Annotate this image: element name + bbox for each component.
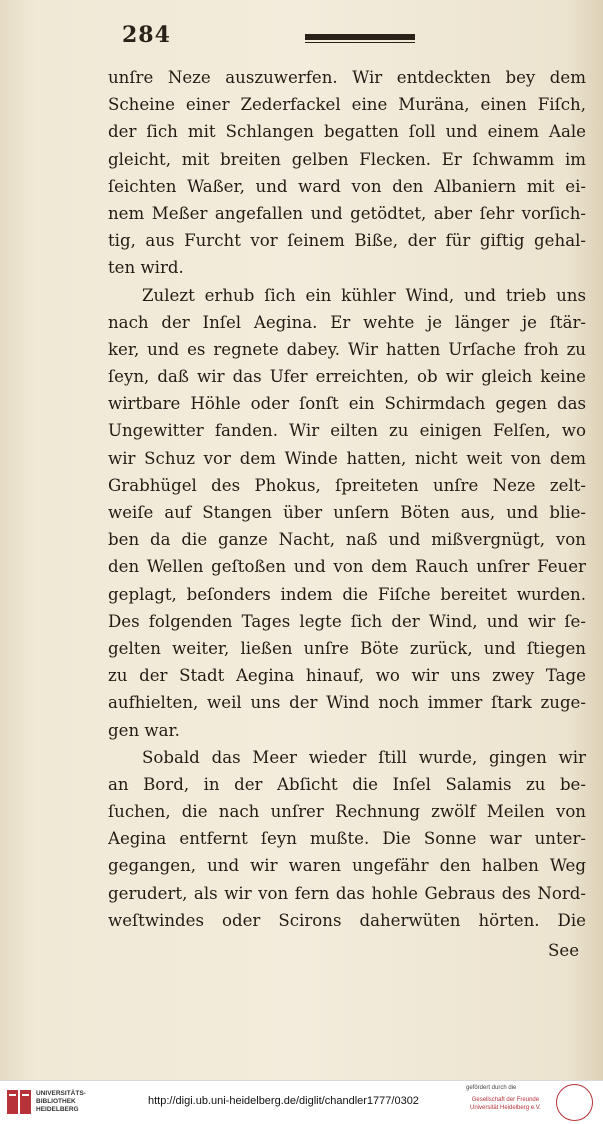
text-line: zu der Stadt Aegina hinauf, wo wir uns zwey Tage: [108, 666, 586, 686]
text-line: wirtbare Höhle oder ſonſt ein Schirmdach gegen das: [108, 394, 586, 414]
text-line: ten wird.: [108, 258, 184, 278]
text-line: geplagt, beſonders indem die Fiſche bereitet wurden.: [108, 584, 586, 604]
library-logo-icon: [6, 1088, 32, 1116]
paragraph-start-line: Sobald das Meer wieder ſtill wurde, gingen wir: [142, 747, 586, 767]
sponsor-note: gefördert durch die: [466, 1085, 517, 1091]
text-line: ker, und es regnete dabey. Wir hatten Urſache froh zu: [108, 339, 586, 359]
viewer-footer: [0, 1080, 603, 1124]
text-line: Ungewitter fanden. Wir eilten zu einigen Felſen, wo: [108, 421, 586, 441]
text-line: den Wellen geſtoßen und von dem Rauch unſrer Feuer: [108, 557, 586, 577]
text-line: gleicht, mit breiten gelben Flecken. Er ſchwamm im: [108, 149, 586, 169]
sponsor-name: Gesellschaft der Freunde Universität Heidelberg e.V.: [470, 1097, 541, 1111]
text-line: der ſich mit Schlangen begatten ſoll und einem Aale: [108, 122, 586, 142]
text-line: Des folgenden Tages legte ſich der Wind, und wir ſe-: [108, 611, 586, 631]
text-line: gerudert, als wir von fern das hohle Gebraus des Nord-: [108, 883, 586, 903]
text-line: gegangen, und wir waren ungefähr den halben Weg: [108, 856, 586, 876]
text-line: gelten weiter, ließen unſre Böte zurück, und ſtiegen: [108, 638, 586, 658]
text-line: aufhielten, weil uns der Wind noch immer ſtark zuge-: [108, 693, 586, 713]
header-rule: [305, 34, 415, 40]
university-seal-icon: [556, 1084, 593, 1121]
text-line: unſre Neze auszuwerfen. Wir entdeckten bey dem: [108, 68, 586, 87]
text-line: ſeichten Waßer, und ward von den Albaniern mit ei-: [108, 176, 586, 196]
text-line: ſuchen, die nach unſrer Rechnung zwölf Meilen von: [108, 802, 586, 822]
text-line: tig, aus Furcht vor ſeinem Biße, der für giftig gehal-: [108, 231, 586, 251]
body-text: [108, 64, 586, 934]
text-line: weſtwindes oder Scirons daherwüten hörten. Die: [108, 910, 586, 930]
permalink-link[interactable]: http://digi.ub.uni-heidelberg.de/diglit/chandler1777/0302: [148, 1095, 419, 1107]
text-line: Grabhügel des Phokus, ſpreiteten unſre Neze zelt-: [108, 475, 586, 495]
text-line: Scheine einer Zederfackel eine Muräna, einen Fiſch,: [108, 95, 586, 115]
page-number: 284: [122, 22, 171, 48]
text-line: weiſe auf Stangen über unſern Böten aus, und blie-: [108, 503, 586, 522]
text-line: ben da die ganze Nacht, naß und mißvergnügt, von: [108, 530, 586, 550]
library-name: UNIVERSITÄTS- BIBLIOTHEK HEIDELBERG: [36, 1090, 86, 1113]
catchword: See: [548, 941, 580, 960]
text-line: nem Meßer angefallen und getödtet, aber ſehr vorſich-: [108, 203, 586, 223]
text-line: wir Schuz vor dem Winde hatten, nicht weit von dem: [108, 448, 586, 468]
text-line: an Bord, in der Abſicht die Inſel Salamis zu be-: [108, 774, 586, 794]
paragraph-start-line: Zulezt erhub ſich ein kühler Wind, und trieb uns: [142, 285, 586, 305]
text-line: nach der Inſel Aegina. Er wehte je länger je ſtär-: [108, 312, 586, 332]
text-line: ſeyn, daß wir das Ufer erreichten, ob wir gleich keine: [108, 367, 586, 387]
text-line: Aegina entfernt ſeyn mußte. Die Sonne war unter-: [108, 829, 586, 849]
text-line: gen war.: [108, 720, 180, 740]
